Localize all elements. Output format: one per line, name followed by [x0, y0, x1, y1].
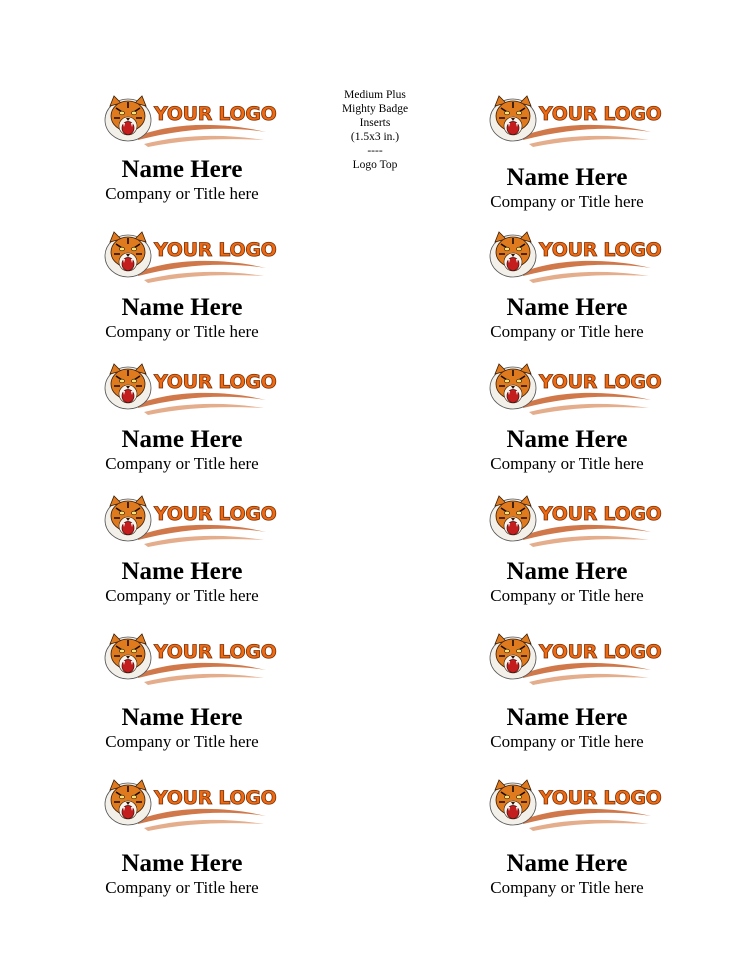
tiger-head-icon: [105, 96, 151, 141]
badge-company-title: Company or Title here: [105, 732, 259, 751]
logo-placeholder: [489, 92, 662, 148]
swoosh-icon: [523, 393, 651, 415]
tiger-head-icon: [105, 780, 151, 825]
badge-card: [447, 92, 687, 232]
badge-company-title: Company or Title here: [490, 586, 644, 605]
badge-card: [447, 776, 687, 916]
swoosh-icon: [138, 393, 266, 415]
swoosh-icon: [523, 663, 651, 685]
logo-text: YOUR LOGO: [154, 641, 277, 663]
note-line: ----: [367, 145, 383, 157]
logo-placeholder: [104, 492, 277, 548]
logo-placeholder: [104, 776, 277, 832]
badge-name: Name Here: [121, 426, 243, 453]
swoosh-icon: [138, 663, 266, 685]
logo-placeholder: [489, 228, 662, 284]
badge-name: Name Here: [506, 164, 628, 191]
logo-text: YOUR LOGO: [154, 371, 277, 393]
badge-card: [62, 630, 302, 770]
note-line: Inserts: [359, 117, 391, 129]
tiger-head-icon: [490, 496, 536, 541]
tiger-head-icon: [490, 364, 536, 409]
note-line: Mighty Badge: [341, 103, 409, 115]
badge-card: [447, 360, 687, 500]
tiger-head-icon: [105, 496, 151, 541]
swoosh-icon: [138, 809, 266, 831]
tiger-head-icon: [105, 232, 151, 277]
logo-placeholder: [104, 92, 277, 148]
tiger-head-icon: [490, 96, 536, 141]
logo-text: YOUR LOGO: [539, 503, 662, 525]
badge-company-title: Company or Title here: [490, 322, 644, 341]
badge-card: [62, 360, 302, 500]
logo-placeholder: [489, 360, 662, 416]
logo-placeholder: [104, 360, 277, 416]
badge-card: [62, 492, 302, 632]
badge-name: Name Here: [121, 156, 243, 183]
logo-text: YOUR LOGO: [154, 239, 277, 261]
logo-text: YOUR LOGO: [539, 371, 662, 393]
badge-company-title: Company or Title here: [105, 322, 259, 341]
badge-company-title: Company or Title here: [105, 586, 259, 605]
logo-text: YOUR LOGO: [154, 787, 277, 809]
logo-text: YOUR LOGO: [154, 503, 277, 525]
badge-name: Name Here: [506, 704, 628, 731]
logo-placeholder: [104, 228, 277, 284]
badge-company-title: Company or Title here: [105, 184, 259, 203]
tiger-head-icon: [105, 364, 151, 409]
setup-note: [318, 88, 432, 172]
badge-card: [62, 92, 302, 232]
note-line: (1.5x3 in.): [350, 131, 400, 143]
badge-company-title: Company or Title here: [490, 192, 644, 211]
tiger-head-icon: [490, 634, 536, 679]
logo-text: YOUR LOGO: [539, 641, 662, 663]
swoosh-icon: [523, 525, 651, 547]
badge-card: [447, 228, 687, 368]
badge-card: [447, 630, 687, 770]
logo-placeholder: [104, 630, 277, 686]
tiger-head-icon: [490, 232, 536, 277]
swoosh-icon: [138, 125, 266, 147]
badge-card: [62, 776, 302, 916]
tiger-head-icon: [490, 780, 536, 825]
swoosh-icon: [138, 261, 266, 283]
logo-placeholder: [489, 776, 662, 832]
badge-name: Name Here: [121, 704, 243, 731]
swoosh-icon: [523, 261, 651, 283]
badge-company-title: Company or Title here: [490, 454, 644, 473]
badge-company-title: Company or Title here: [105, 878, 259, 897]
logo-placeholder: [489, 630, 662, 686]
swoosh-icon: [523, 125, 651, 147]
badge-company-title: Company or Title here: [490, 878, 644, 897]
logo-text: YOUR LOGO: [539, 239, 662, 261]
badge-name: Name Here: [121, 850, 243, 877]
badge-name: Name Here: [506, 558, 628, 585]
badge-card: [447, 492, 687, 632]
swoosh-icon: [523, 809, 651, 831]
swoosh-icon: [138, 525, 266, 547]
badge-name: Name Here: [506, 426, 628, 453]
badge-card: [62, 228, 302, 368]
badge-company-title: Company or Title here: [490, 732, 644, 751]
note-line: Medium Plus: [344, 89, 406, 101]
badge-name: Name Here: [121, 294, 243, 321]
badge-name: Name Here: [506, 850, 628, 877]
logo-placeholder: [489, 492, 662, 548]
logo-text: YOUR LOGO: [539, 787, 662, 809]
badge-name: Name Here: [121, 558, 243, 585]
logo-text: YOUR LOGO: [539, 103, 662, 125]
note-line: Logo Top: [352, 159, 398, 171]
badge-company-title: Company or Title here: [105, 454, 259, 473]
badge-name: Name Here: [506, 294, 628, 321]
logo-text: YOUR LOGO: [154, 103, 277, 125]
tiger-head-icon: [105, 634, 151, 679]
